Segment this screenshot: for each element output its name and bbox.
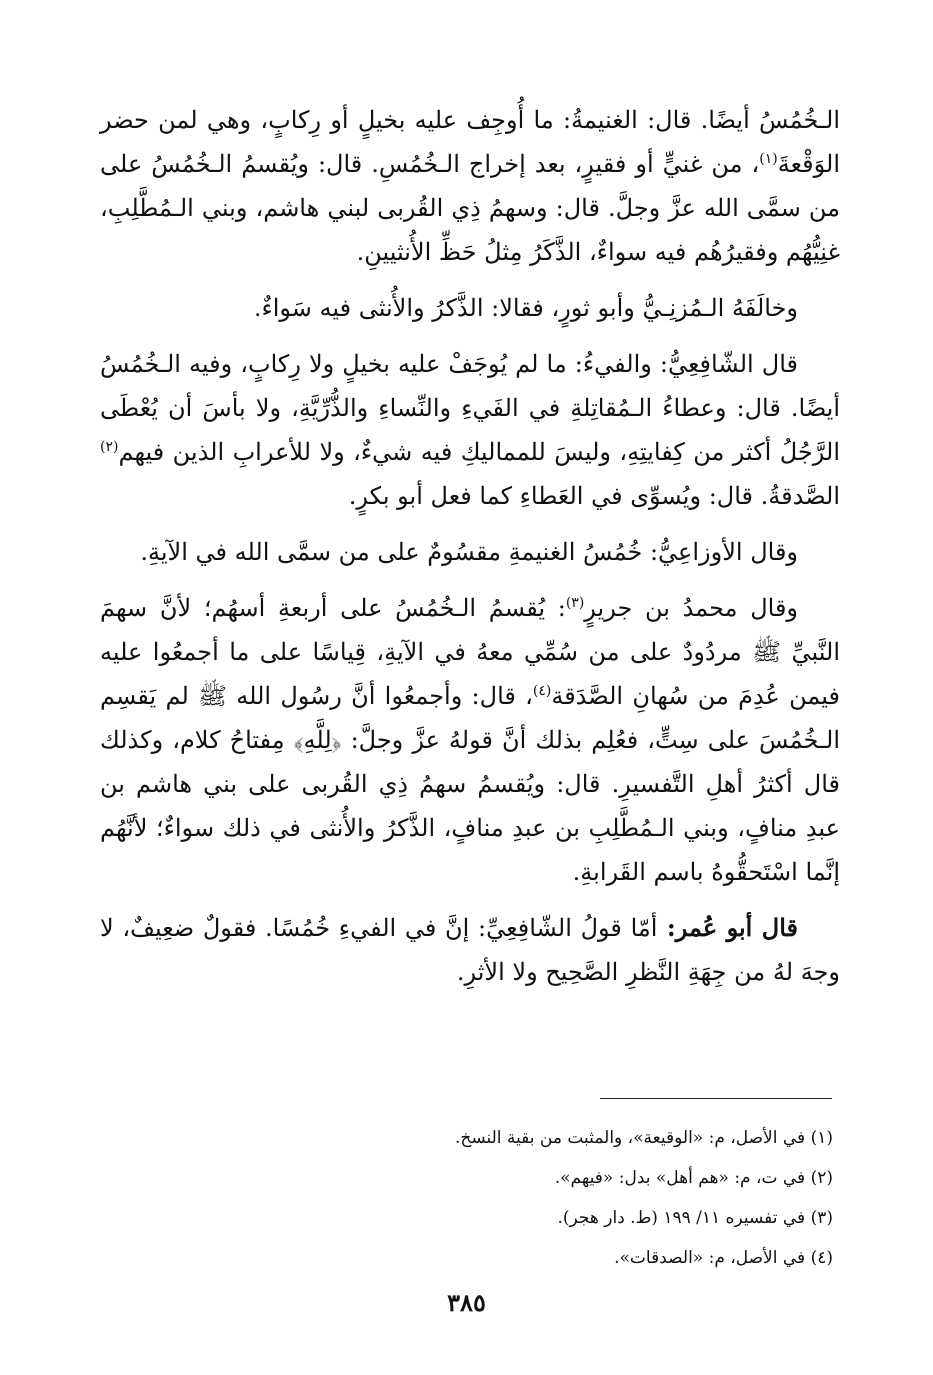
text-run: الـخُمُسُ أيضًا. قال: الغنيمةُ: ما أُوجِف عليه بخيلٍ أو رِكابٍ، وهي لمن حضر الوَقْعةَ xyxy=(100,106,840,178)
footnotes xyxy=(273,1118,833,1278)
footnote-separator xyxy=(600,1098,832,1099)
text-run: وقال محمدُ بن جريرٍ xyxy=(584,594,799,622)
footnote-4: (٤) في الأصل، م: «الصدقات». xyxy=(614,1248,833,1268)
page-number: ٣٨٥ xyxy=(447,1288,486,1317)
paragraph-p2 xyxy=(100,286,840,330)
paragraph-p5 xyxy=(100,586,840,894)
footnote-ref: (١) xyxy=(759,151,778,167)
paragraph-p3 xyxy=(100,342,840,518)
text-run: وخالَفَهُ الـمُزنِـيُّ وأبو ثورٍ، فقالا: الذَّكرُ والأُنثى فيه سَواءٌ. xyxy=(253,294,798,322)
main-text xyxy=(100,98,840,1006)
footnote-ref: (٤) xyxy=(532,683,552,699)
paragraph-p1 xyxy=(100,98,840,274)
text-run: ، من غنيٍّ أو فقيرٍ، بعد إخراج الـخُمُسِ. قال: ويُقسمُ الـخُمُسُ على من سمَّى الله عزَّ وجلَّ. قال: وسهمُ ذِي القُربى لبني هاشم، وبني الـمُطَّلِبِ، غنِيُّهُم وفقيرُهُم فيه سواءٌ، الذَّكَرُ مِثلُ حَظِّ الأُنثيينِ. xyxy=(100,150,840,266)
text-run: وقال الأوزاعِيُّ: خُمُسُ الغنيمةِ مقسُومٌ على من سمَّى الله في الآيةِ. xyxy=(140,538,798,566)
text-run: أمّا قولُ الشّافِعِيِّ: إنَّ في الفيءِ خُمُسًا. فقولٌ ضعِيفٌ، لا وجهَ لهُ من جِهَةِ النَّظرِ الصَّحِيح ولا الأثرِ. xyxy=(100,914,840,986)
text-run: : يُقسمُ الـخُمُسُ على أربعةِ أسهُم؛ لأنَّ سهمَ النَّبيِّ ﷺ مردُودٌ على من سُمِّي معهُ في الآيةِ، قِياسًا على ما أجمعُوا عليه فيمن عُدِمَ من سُهانِ الصَّدَقة xyxy=(100,594,840,710)
footnote-3: (٣) في تفسيره ١١/ ١٩٩ (ط. دار هجر). xyxy=(557,1208,833,1228)
text-run: قال الشّافِعِيُّ: والفيءُ: ما لم يُوجَفْ عليه بخيلٍ ولا رِكابٍ، وفيه الـخُمُسُ أيضًا. قال: وعطاءُ الـمُقاتِلةِ في الفَيءِ والنِّساءِ والذُّرِّيَّةِ، ولا بأسَ أن يُعْطَى الرَّجُلُ أكثر من كِفايتِهِ، وليسَ للمماليكِ فيه شيءٌ، ولا للأعرابِ الذين فيهم xyxy=(100,350,841,466)
paragraph-p6 xyxy=(100,906,840,994)
paragraph-p4 xyxy=(100,530,840,574)
footnote-2: (٢) في ت، م: «هم أهل» بدل: «فيهم». xyxy=(554,1168,833,1188)
text-run: ، قال: وأجمعُوا أنَّ رسُول الله ﷺ لم يَقسِم الـخُمُسَ على سِتٍّ، فعُلِم بذلك أنَّ قولهُ عزَّ وجلَّ: ﴿لِلَّهِ﴾ مِفتاحُ كلام، وكذلك قال أكثرُ أهلِ التَّفسيرِ. قال: ويُقسمُ سهمُ ذِي القُربى على بني هاشم بن عبدِ منافٍ، وبني الـمُطَّلِبِ بن عبدِ منافٍ، الذَّكرُ والأُنثى في ذلك سواءٌ؛ لأنَّهُم إنَّما اسْتَحقُّوهُ باسم القَرابةِ. xyxy=(100,682,840,886)
speaker-label: قال أبو عُمر: xyxy=(657,913,798,942)
footnote-ref: (٣) xyxy=(565,595,585,611)
footnote-1: (١) في الأصل، م: «الوقيعة»، والمثبت من بقية النسخ. xyxy=(454,1128,833,1148)
footnote-ref: (٢) xyxy=(100,439,119,455)
text-run: الصَّدقةُ. قال: ويُسوِّى في العَطاءِ كما فعل أبو بكرٍ. xyxy=(348,482,840,510)
